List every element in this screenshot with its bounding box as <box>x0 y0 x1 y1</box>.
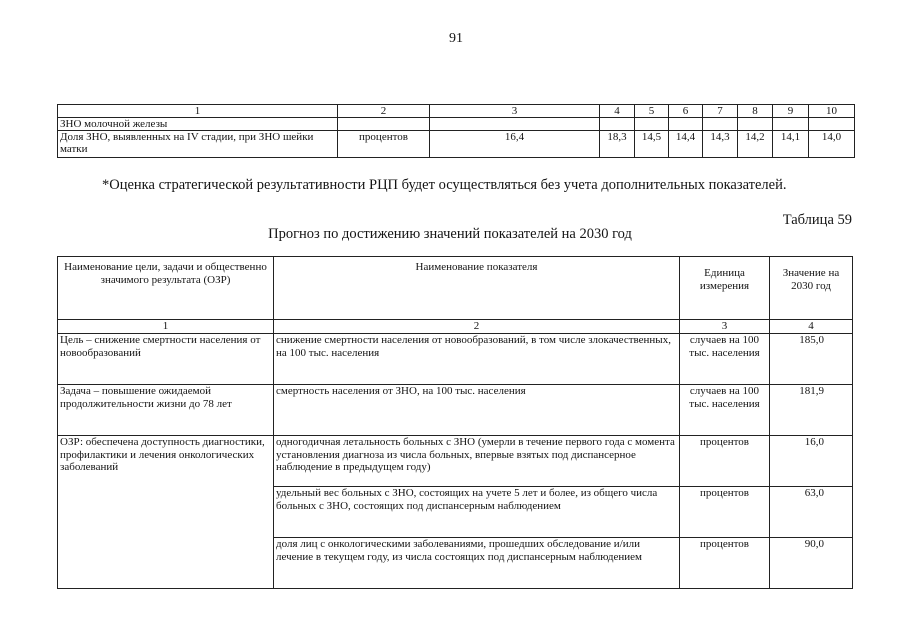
value-cell: 16,4 <box>430 131 600 158</box>
column-index: 2 <box>338 105 430 118</box>
header-unit: Единица измерения <box>680 257 770 320</box>
header-row <box>58 257 853 320</box>
column-index: 4 <box>600 105 635 118</box>
column-index-row <box>58 105 855 118</box>
unit-cell: процентов <box>680 487 770 538</box>
value-cell: 185,0 <box>770 334 853 385</box>
value-cell: 14,4 <box>669 131 703 158</box>
indicator-cell: одногодичная летальность больных с ЗНО (умерли в течение первого года с момента установления диагноза из числа больных, впервые взятых под диспансерное наблюдение в предыдущем году) <box>274 436 680 487</box>
column-index: 7 <box>703 105 738 118</box>
column-index: 5 <box>635 105 669 118</box>
column-index: 6 <box>669 105 703 118</box>
table-row <box>58 436 853 487</box>
column-index: 2 <box>274 320 680 334</box>
header-goal: Наименование цели, задачи и общественно значимого результата (ОЗР) <box>58 257 274 320</box>
column-index: 1 <box>58 320 274 334</box>
table-row <box>58 131 855 158</box>
column-index: 4 <box>770 320 853 334</box>
unit-cell: процентов <box>680 538 770 589</box>
column-index: 10 <box>809 105 855 118</box>
indicator-name: Доля ЗНО, выявленных на IV стадии, при ЗНО шейки матки <box>58 131 338 158</box>
column-index: 9 <box>773 105 809 118</box>
value-cell: 14,0 <box>809 131 855 158</box>
value-cell: 16,0 <box>770 436 853 487</box>
forecast-table <box>57 256 853 589</box>
unit-cell: случаев на 100 тыс. населения <box>680 334 770 385</box>
header-value: Значение на 2030 год <box>770 257 853 320</box>
value-cell: 14,1 <box>773 131 809 158</box>
indicator-cell: доля лиц с онкологическими заболеваниями, прошедших обследование и/или лечение в текущем году, из числа состоящих под диспансерным наблюдением <box>274 538 680 589</box>
column-index: 3 <box>430 105 600 118</box>
group-row <box>58 118 855 131</box>
value-cell: 14,5 <box>635 131 669 158</box>
column-index-row <box>58 320 853 334</box>
continuation-table <box>57 104 855 158</box>
value-cell: 14,3 <box>703 131 738 158</box>
column-index: 8 <box>738 105 773 118</box>
header-indicator: Наименование показателя <box>274 257 680 320</box>
goal-cell: Задача – повышение ожидаемой продолжительности жизни до 78 лет <box>58 385 274 436</box>
column-index: 3 <box>680 320 770 334</box>
value-cell: 63,0 <box>770 487 853 538</box>
footnote: *Оценка стратегической результативности РЦП будет осуществляться без учета дополнительных показателей. <box>102 177 787 193</box>
unit-cell: случаев на 100 тыс. населения <box>680 385 770 436</box>
indicator-cell: снижение смертности населения от новообразований, в том числе злокачественных, на 100 тыс. населения <box>274 334 680 385</box>
goal-cell: Цель – снижение смертности населения от новообразований <box>58 334 274 385</box>
value-cell: 181,9 <box>770 385 853 436</box>
page-number: 91 <box>449 31 463 46</box>
value-cell: 90,0 <box>770 538 853 589</box>
value-cell: 14,2 <box>738 131 773 158</box>
indicator-cell: удельный вес больных с ЗНО, состоящих на учете 5 лет и более, из общего числа больных с ЗНО, состоящих под диспансерным наблюдением <box>274 487 680 538</box>
table-label: Таблица 59 <box>782 212 852 228</box>
table-row <box>58 385 853 436</box>
column-index: 1 <box>58 105 338 118</box>
group-label: ЗНО молочной железы <box>58 118 338 131</box>
value-cell: 18,3 <box>600 131 635 158</box>
indicator-cell: смертность населения от ЗНО, на 100 тыс. населения <box>274 385 680 436</box>
table-title: Прогноз по достижению значений показателей на 2030 год <box>268 226 632 242</box>
goal-cell: ОЗР: обеспечена доступность диагностики, профилактики и лечения онкологических заболеваний <box>58 436 274 589</box>
unit-cell: процентов <box>680 436 770 487</box>
table-row <box>58 334 853 385</box>
unit-cell: процентов <box>338 131 430 158</box>
